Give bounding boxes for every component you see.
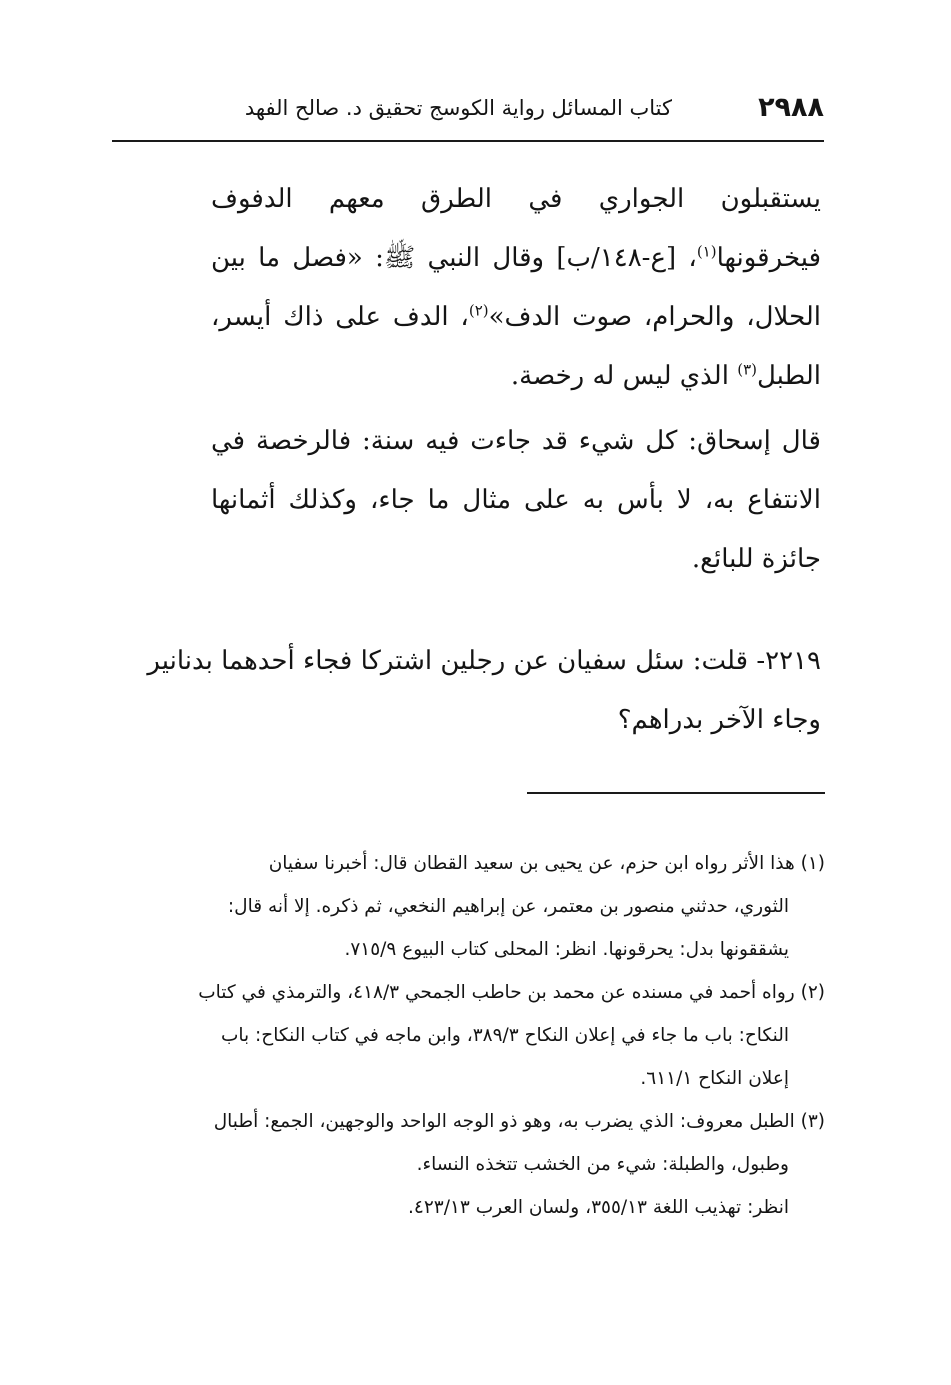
- paragraph: [211, 412, 821, 589]
- footnote-ref[interactable]: (١): [696, 242, 717, 261]
- footnote-line: إعلان النكاح ٦١١/١.: [640, 1068, 789, 1089]
- main-text: [211, 170, 821, 595]
- page-number: ٢٩٨٨: [758, 92, 824, 123]
- footnote-line: يشققونها بدل: يحرقونها. انظر: المحلى كتاب البيوع ٧١٥/٩.: [344, 939, 789, 960]
- text-line: ،: [688, 243, 697, 273]
- header-divider: [112, 140, 824, 142]
- text-line: يستقبلون الجواري في الطرق معهم الدفوف فيخرقونها: [211, 184, 821, 273]
- footnote-line: (٢) رواه أحمد في مسنده عن محمد بن حاطب الجمحي ٤١٨/٣، والترمذي في كتاب: [198, 982, 825, 1003]
- footnote-line: (٣) الطبل معروف: الذي يضرب به، وهو ذو الوجه الواحد والوجهين، الجمع: أطبال: [213, 1111, 825, 1132]
- text-line: صوت الدف»: [488, 302, 633, 332]
- text-line: قال إسحاق: كل شيء قد جاءت فيه سنة: فالرخصة في: [211, 426, 821, 456]
- footnote-ref[interactable]: (٣): [737, 360, 757, 379]
- text-line: وجاء الآخر بدراهم؟: [617, 705, 821, 735]
- footnote: [125, 971, 825, 1100]
- text-line: الذي ليس: [622, 361, 738, 391]
- text-line: ، الدف على ذاك أيسر، الطبل: [211, 302, 821, 391]
- issue-number: ٢٢١٩-: [756, 646, 821, 676]
- text-line: [ع-١٤٨/ب] وقال النبي ﷺ: «فصل ما بين الحلال، والحرام،: [211, 243, 821, 332]
- footnote: [125, 842, 825, 971]
- text-line: الانتفاع به، لا بأس به على مثال ما جاء، وكذلك أثمانها جائزة: [211, 485, 821, 574]
- footnote: [125, 1100, 825, 1229]
- footnotes: [125, 842, 825, 1229]
- footnote-line: انظر: تهذيب اللغة ٣٥٥/١٣، ولسان العرب ٤٢٣/١٣.: [408, 1197, 789, 1218]
- text-line: قلت: سئل سفيان عن رجلين اشتركا فجاء أحدهما بدنانير: [147, 646, 757, 676]
- paragraph: [211, 170, 821, 406]
- page-header: [112, 92, 824, 132]
- footnote-ref[interactable]: (٢): [468, 301, 489, 320]
- footnote-line: وطبول، والطبلة: شيء من الخشب تتخذه النساء.: [416, 1154, 789, 1175]
- footnote-line: (١) هذا الأثر رواه ابن حزم، عن يحيى بن سعيد القطان قال: أخبرنا سفيان: [268, 853, 825, 874]
- text-line: له رخصة.: [510, 361, 615, 391]
- text-line: للبائع.: [691, 544, 754, 574]
- footnote-line: الثوري، حدثني منصور بن معتمر، عن إبراهيم النخعي، ثم ذكره. إلا أنه قال:: [227, 896, 789, 917]
- footnote-line: النكاح: باب ما جاء في إعلان النكاح ٣٨٩/٣، وابن ماجه في كتاب النكاح: باب: [220, 1025, 789, 1046]
- issue-paragraph: [126, 632, 821, 750]
- running-title: كتاب المسائل رواية الكوسج تحقيق د. صالح الفهد: [244, 96, 672, 120]
- footnote-divider: [527, 792, 825, 794]
